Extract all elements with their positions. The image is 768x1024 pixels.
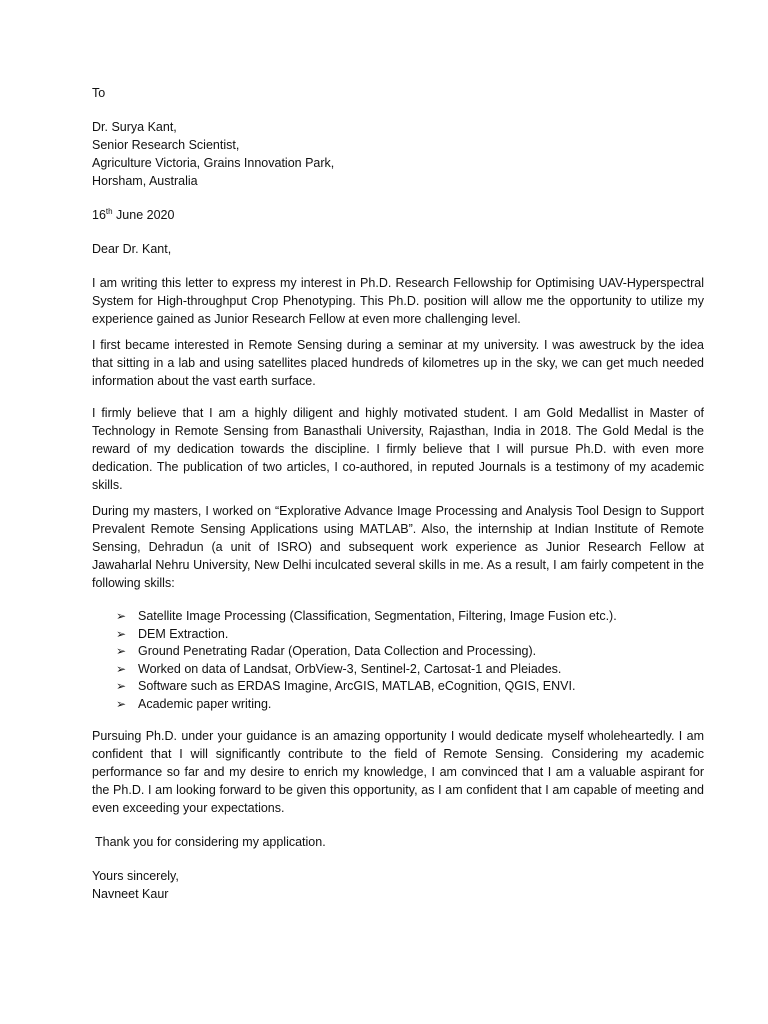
recipient-name: Dr. Surya Kant, xyxy=(92,120,177,134)
recipient-location: Horsham, Australia xyxy=(92,174,198,188)
arrow-bullet-icon: ➢ xyxy=(116,696,127,711)
signoff: Yours sincerely, xyxy=(92,869,179,883)
skill-text: Academic paper writing. xyxy=(138,696,272,711)
recipient-title: Senior Research Scientist, xyxy=(92,138,240,152)
skill-text: Ground Penetrating Radar (Operation, Data Collection and Processing). xyxy=(138,644,537,658)
paragraph-achievements: I firmly believe that I am a highly diligent and highly motivated student. I am Gold Medallist in Master of Technology in Remote Sensing from Banasthali University, Rajasthan, India in 2018. The Gold Medal is the reward of my dedication towards the discipline. I firmly believe that I will pursue Ph.D. with even more dedication. The publication of two articles, I co-authored, in reputed Journals is a testimony of my academic skills. xyxy=(92,406,704,492)
list-item xyxy=(116,626,704,644)
arrow-bullet-icon: ➢ xyxy=(116,609,127,623)
skill-text: Satellite Image Processing (Classification, Segmentation, Filtering, Image Fusion etc.). xyxy=(138,609,617,623)
thanks-line: Thank you for considering my application. xyxy=(95,835,326,849)
letter-date xyxy=(92,206,704,224)
skill-text: Worked on data of Landsat, OrbView-3, Sentinel-2, Cartosat-1 and Pleiades. xyxy=(138,661,562,676)
letter-page xyxy=(92,84,704,903)
recipient-organization: Agriculture Victoria, Grains Innovation Park, xyxy=(92,156,335,170)
skill-text: DEM Extraction. xyxy=(138,626,229,641)
arrow-bullet-icon: ➢ xyxy=(116,626,127,641)
to-label: To xyxy=(92,86,106,100)
list-item xyxy=(116,661,704,679)
arrow-bullet-icon: ➢ xyxy=(116,661,127,676)
list-item xyxy=(116,696,704,714)
paragraph-closing: Pursuing Ph.D. under your guidance is an amazing opportunity I would dedicate myself wholeheartedly. I am confident that I will significantly contribute to the field of Remote Sensing. Considering my academic performance so far and my desire to enrich my knowledge, I am convinced that I am a valuable aspirant for the Ph.D. I am looking forward to be given this opportunity, as I am confident that I am capable of meeting and even exceeding your expectations. xyxy=(92,729,704,815)
arrow-bullet-icon: ➢ xyxy=(116,644,127,658)
list-item xyxy=(116,608,704,626)
date-month-year: June 2020 xyxy=(112,208,175,222)
date-suffix: th xyxy=(105,206,113,216)
recipient-address xyxy=(92,118,704,190)
salutation: Dear Dr. Kant, xyxy=(92,242,172,256)
date-day: 16 xyxy=(92,208,106,222)
paragraph-interest: I am writing this letter to express my interest in Ph.D. Research Fellowship for Optimising UAV-Hyperspectral System for High-throughput Crop Phenotyping. This Ph.D. position will allow me the opportunity to utilize my experience gained as Junior Research Fellow at even more challenging level. xyxy=(92,276,704,326)
paragraph-motivation: I first became interested in Remote Sensing during a seminar at my university. I was awestruck by the idea that sitting in a lab and using satellites placed hundreds of kilometres up in the sky, we can get much needed information about the vast earth surface. xyxy=(92,338,704,388)
paragraph-experience: During my masters, I worked on “Explorative Advance Image Processing and Analysis Tool Design to Support Prevalent Remote Sensing Applications using MATLAB”. Also, the internship at Indian Institute of Remote Sensing, Dehradun (a unit of ISRO) and subsequent work experience as Junior Research Fellow at Jawaharlal Nehru University, New Delhi inculcated several skills in me. As a result, I am fairly competent in the following skills: xyxy=(92,504,704,590)
list-item xyxy=(116,678,704,696)
signature-name: Navneet Kaur xyxy=(92,887,169,901)
skill-text: Software such as ERDAS Imagine, ArcGIS, MATLAB, eCognition, QGIS, ENVI. xyxy=(138,679,576,693)
list-item xyxy=(116,643,704,661)
arrow-bullet-icon: ➢ xyxy=(116,679,127,693)
skills-list xyxy=(92,608,704,713)
